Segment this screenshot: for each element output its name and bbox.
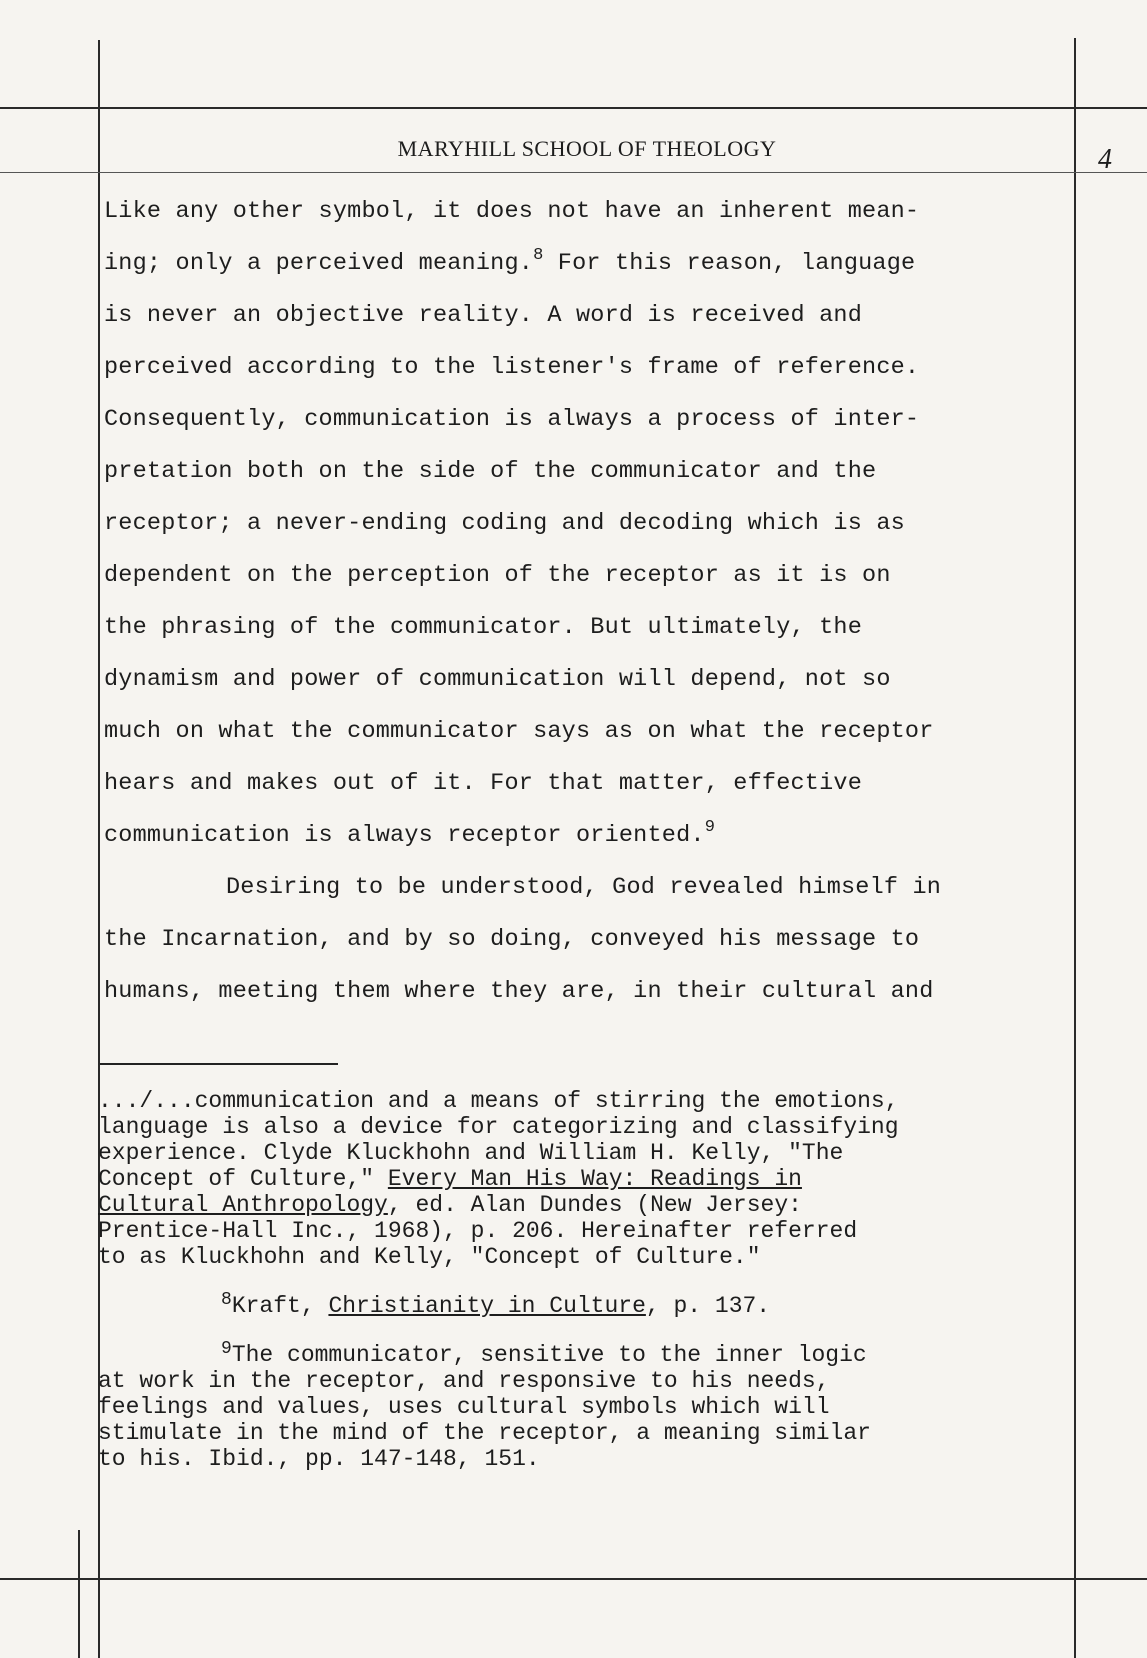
page-number: 4 (1098, 144, 1112, 175)
body-line: perceived according to the listener's frame of reference. (104, 354, 920, 381)
body-line: dependent on the perception of the receptor as it is on (104, 562, 891, 589)
body-line: Consequently, communication is always a process of inter- (104, 406, 920, 433)
left-margin-rule-lower (78, 1530, 80, 1658)
body-line: communication is always receptor oriented.$^9$ (104, 818, 716, 849)
book-title: Christianity in Culture (328, 1293, 646, 1319)
body-line: dynamism and power of communication will depend, not so (104, 666, 891, 693)
footnote-line: language is also a device for categorizing and classifying (98, 1114, 899, 1140)
body-line: humans, meeting them where they are, in their cultural and (104, 978, 934, 1005)
book-title: Cultural Anthropology (98, 1192, 388, 1218)
footnote-marker: 8 (221, 1290, 232, 1310)
footnote-line: at work in the receptor, and responsive to his needs, (98, 1368, 830, 1394)
body-line: much on what the communicator says as on what the receptor (104, 718, 934, 745)
book-title: Every Man His Way: Readings in (387, 1166, 802, 1192)
body-line: hears and makes out of it. For that matter, effective (104, 770, 863, 797)
footnote-line: to his. Ibid., pp. 147-148, 151. (98, 1446, 540, 1472)
footnote-line: feelings and values, uses cultural symbols which will (98, 1394, 830, 1420)
top-rule (0, 107, 1147, 109)
footnotes (98, 1088, 1058, 1472)
footnote-line: Cultural Anthropology, ed. Alan Dundes (New Jersey: (98, 1192, 802, 1218)
body-line: ing; only a perceived meaning.$^8$ For this reason, language (104, 246, 916, 277)
footnote-separator (100, 1063, 338, 1065)
footnote-ref-9: 9 (704, 818, 716, 837)
body-line: receptor; a never-ending coding and decoding which is as (104, 510, 905, 537)
footnote-line: .../...communication and a means of stirring the emotions, (98, 1088, 899, 1114)
right-margin-rule (1074, 38, 1076, 1658)
footnote-line: to as Kluckhohn and Kelly, "Concept of Culture." (98, 1244, 761, 1270)
body-line: the Incarnation, and by so doing, conveyed his message to (104, 926, 920, 953)
footnote-line: stimulate in the mind of the receptor, a meaning similar (98, 1420, 871, 1446)
page-header: MARYHILL SCHOOL OF THEOLOGY (397, 136, 777, 161)
footnote-line: Concept of Culture," Every Man His Way: Readings in (98, 1166, 802, 1192)
footnote-9: $^9$The communicator, sensitive to the inner logic (221, 1339, 867, 1368)
body-text (104, 186, 1054, 1018)
footnote-marker: 9 (221, 1339, 232, 1359)
body-line: Like any other symbol, it does not have an inherent mean- (104, 198, 920, 225)
body-line: Desiring to be understood, God revealed himself in (226, 874, 942, 901)
body-line: the phrasing of the communicator. But ultimately, the (104, 614, 863, 641)
footnote-line: Prentice-Hall Inc., 1968), p. 206. Hereinafter referred (98, 1218, 858, 1244)
header-rule (0, 172, 1147, 173)
footnote-8: $^8$Kraft, Christianity in Culture, p. 137. (221, 1290, 771, 1319)
body-line: is never an objective reality. A word is received and (104, 302, 863, 329)
bottom-rule (0, 1578, 1147, 1580)
footnote-line: experience. Clyde Kluckhohn and William H. Kelly, "The (98, 1140, 844, 1166)
body-line: pretation both on the side of the communicator and the (104, 458, 877, 485)
footnote-ref-8: 8 (533, 246, 544, 265)
